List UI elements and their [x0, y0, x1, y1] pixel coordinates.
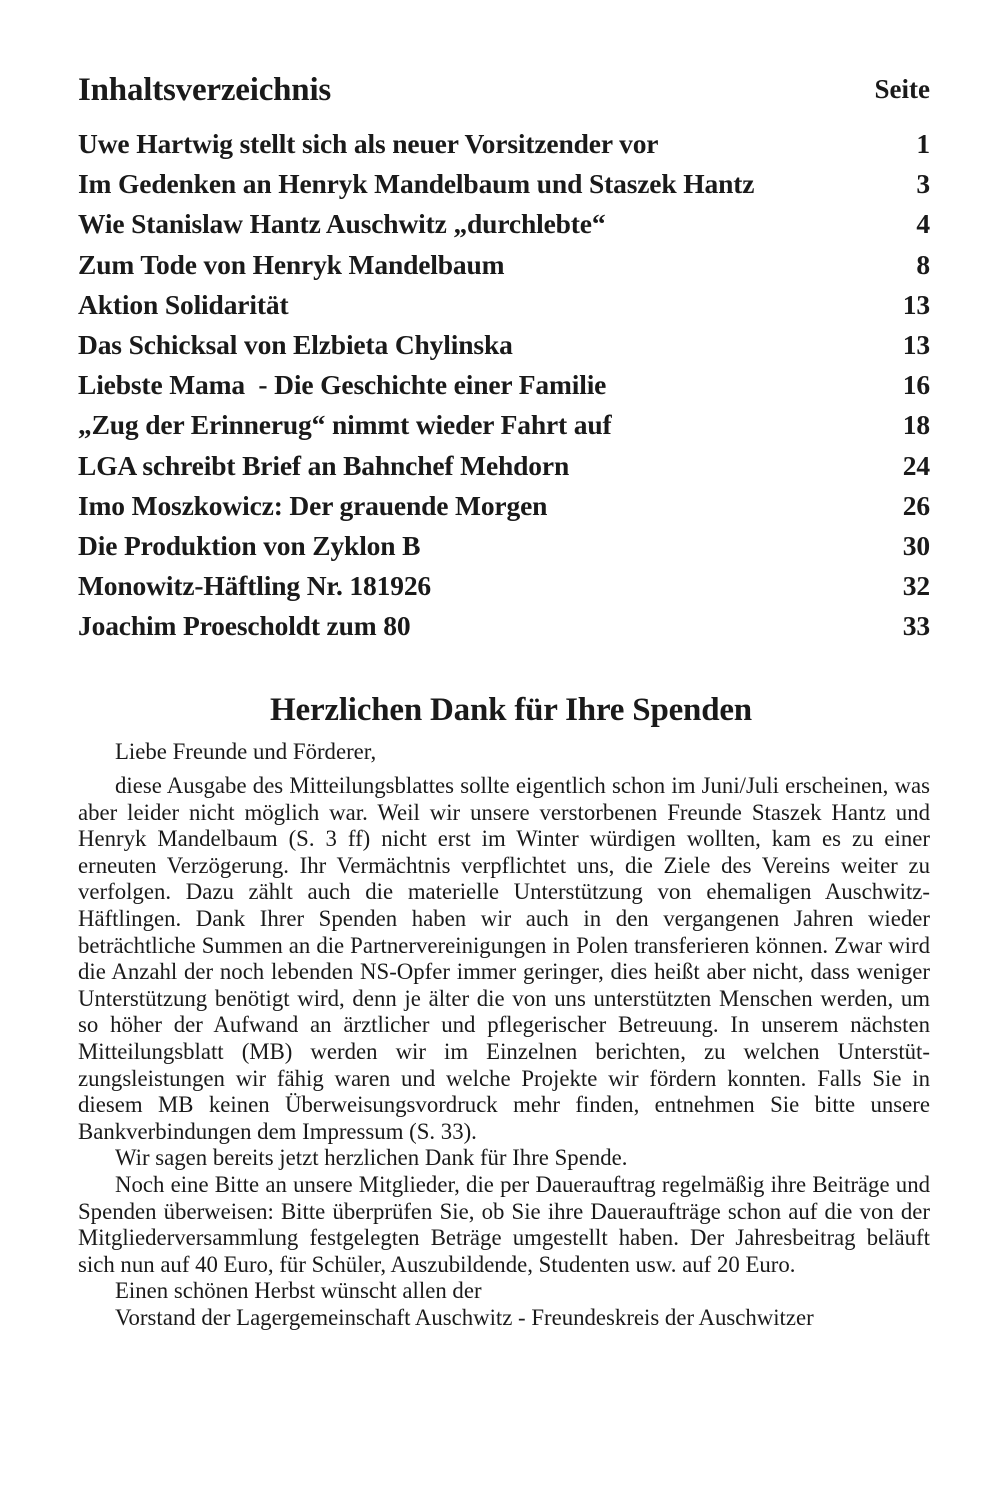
toc-entry-title: LGA schreibt Brief an Bahnchef Mehdorn [78, 449, 570, 481]
toc-entry-page: 13 [902, 328, 930, 360]
toc-entry-title: Liebste Mama - Die Geschichte einer Familie [78, 369, 607, 401]
toc-entry [78, 530, 930, 570]
toc-entry [78, 570, 930, 610]
toc-entry [78, 450, 930, 490]
toc-entry-title: Im Gedenken an Henryk Mandelbaum und Staszek Hantz [78, 168, 755, 200]
toc-entry-title: Aktion Solidarität [78, 288, 289, 320]
toc-entry-title: Joachim Proescholdt zum 80 [78, 610, 411, 642]
toc-entry-title: Uwe Hartwig stellt sich als neuer Vorsitzender vor [78, 128, 659, 159]
toc-entry-page: 26 [902, 489, 930, 521]
toc-entry-title: Monowitz-Häftling Nr. 181926 [78, 570, 432, 602]
toc-entry [78, 369, 930, 409]
toc-entry-page: 13 [902, 288, 930, 320]
toc-entry-page: 33 [902, 610, 930, 642]
toc-entry [78, 249, 930, 289]
toc-entry-page: 1 [916, 128, 930, 159]
toc-entry-title: Das Schicksal von Elzbieta Chylinska [78, 328, 513, 360]
donation-heading: Herzlichen Dank für Ihre Spenden [270, 692, 752, 729]
toc-entry [78, 409, 930, 449]
letter-paragraph: Noch eine Bitte an unsere Mitglieder, die per Dauerauftrag regelmäßig ihre Beiträge und Spenden überweisen: Bitte überprüfen Sie, ob Sie ihre Daueraufträge schon auf die von der Mitgliederversammlung festgelegten Beträge umgestellt haben. Der Jahresbeitrag beläuft sich nun auf 40 Euro, für Schüler, Auszubildende, Studenten usw. auf 20 Euro. [78, 1171, 930, 1277]
toc-entry [78, 208, 930, 248]
toc-list [78, 128, 930, 650]
letter-paragraph: diese Ausgabe des Mitteilungsblattes sollte eigentlich schon im Juni/Juli erscheinen, was aber leider nicht möglich war. Weil wir unsere verstorbenen Freunde Staszek Hantz und Henryk Mandelbaum (S. 3 ff) nicht erst im Winter würdigen wollten, kam es zu einer erneuten Verzögerung. Ihr Vermächtnis verpflichtet uns, die Ziele des Vereins weiter zu verfolgen. Dazu zählt auch die materielle Unterstützung von ehemaligen Auschwitz-Häftlingen. Dank Ihrer Spenden haben wir auch in den vergangenen Jahren wieder beträchtliche Summen an die Partnervereinigungen in Polen transferieren können. Zwar wird die Anzahl der noch lebenden NS-Opfer immer geringer, dies heißt aber nicht, dass weniger Unterstützung benötigt wird, denn je älter die von uns unterstützten Menschen werden, um so höher der Aufwand an ärztlicher und pflegerischer Betreuung. In unserem nächsten Mitteilungsblatt (MB) werden wir im Einzelnen berichten, zu welchen Unterstützungsleistungen wir fähig waren und welche Projekte wir fördern konnten. Falls Sie in diesem MB keinen Überweisungsvordruck mehr finden, entnehmen Sie bitte unsere Bankverbindungen dem Impressum (S. 33). [78, 773, 930, 1144]
toc-entry-page: 24 [902, 449, 930, 481]
toc-entry-page: 3 [916, 168, 930, 200]
toc-entry-page: 30 [902, 529, 930, 561]
page [78, 0, 930, 1332]
toc-entry-page: 4 [916, 208, 930, 240]
toc-title: Inhaltsverzeichnis [78, 72, 332, 108]
toc-entry [78, 490, 930, 530]
toc-page-column-label: Seite [874, 74, 930, 104]
toc-entry-title: Imo Moszkowicz: Der grauende Morgen [78, 489, 548, 521]
letter-body [78, 739, 930, 1331]
toc-entry [78, 610, 930, 650]
toc-entry-title: Wie Stanislaw Hantz Auschwitz „durchlebte“ [78, 208, 606, 240]
toc-entry [78, 289, 930, 329]
toc-entry [78, 168, 930, 208]
toc-entry-title: Die Produktion von Zyklon B [78, 529, 421, 561]
letter-salutation: Liebe Freunde und Förderer, [115, 739, 377, 765]
letter-paragraph: Wir sagen bereits jetzt herzlichen Dank für Ihre Spende. [115, 1145, 628, 1171]
toc-entry [78, 329, 930, 369]
toc-entry-page: 18 [902, 409, 930, 441]
toc-entry-page: 8 [916, 248, 930, 280]
toc-entry-title: „Zug der Erinnerug“ nimmt wieder Fahrt auf [78, 409, 612, 441]
letter-signature: Vorstand der Lagergemeinschaft Auschwitz - Freundeskreis der Auschwitzer [115, 1304, 814, 1330]
toc-entry-page: 16 [902, 369, 930, 401]
letter-closing: Einen schönen Herbst wünscht allen der [115, 1278, 482, 1304]
toc-entry-title: Zum Tode von Henryk Mandelbaum [78, 248, 505, 280]
toc-entry [78, 128, 930, 168]
toc-entry-page: 32 [902, 570, 930, 602]
toc-header [78, 72, 930, 112]
